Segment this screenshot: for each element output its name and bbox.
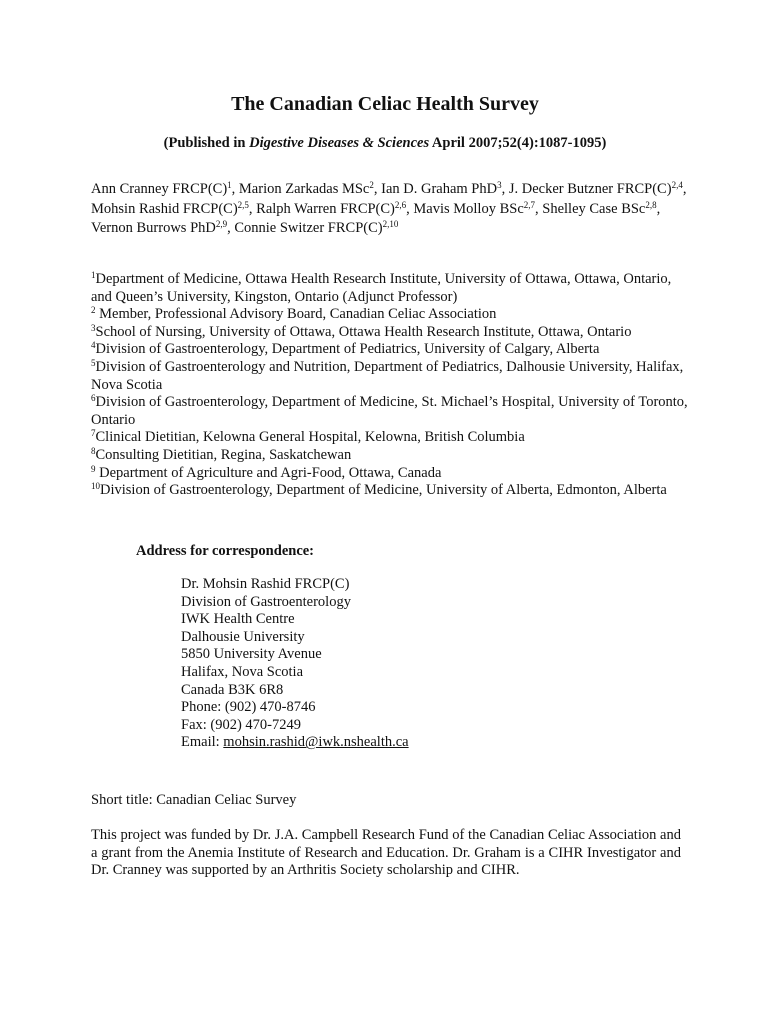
author: Mohsin Rashid FRCP(C) bbox=[91, 200, 238, 217]
address-line: Dr. Mohsin Rashid FRCP(C) bbox=[181, 576, 350, 592]
affiliation-number: 3 bbox=[91, 322, 96, 333]
journal-name: Digestive Diseases & Sciences bbox=[249, 135, 430, 151]
affiliation-text: Department of Medicine, Ottawa Health Research Institute, University of Ottawa, Ottawa, Ontario, and Queen’s University, Kingston, Ontario (Adjunct Professor) bbox=[91, 271, 672, 305]
affiliation-number: 2 bbox=[91, 305, 96, 316]
affiliation-text: School of Nursing, University of Ottawa, Ottawa Health Research Institute, Ottawa, Ontario bbox=[95, 323, 632, 340]
author-list bbox=[91, 180, 691, 239]
affiliation-item bbox=[91, 324, 691, 342]
affiliation-item bbox=[91, 482, 691, 500]
author: Vernon Burrows PhD bbox=[91, 220, 216, 236]
affiliation-item bbox=[91, 341, 691, 359]
address-line: Phone: (902) 470-8746 bbox=[181, 699, 316, 716]
author-affiliation-marker: 2,7 bbox=[523, 199, 536, 210]
affiliation-text: Division of Gastroenterology and Nutrition, Department of Pediatrics, Dalhousie University, Halifax, Nova Scotia bbox=[91, 358, 684, 393]
affiliation-number: 8 bbox=[91, 445, 96, 456]
author-affiliation-marker: 2,9 bbox=[215, 219, 228, 229]
affiliation-number: 9 bbox=[91, 463, 96, 474]
author: Shelley Case BSc bbox=[542, 200, 646, 217]
address-line: 5850 University Avenue bbox=[181, 646, 322, 663]
affiliation-number: 7 bbox=[91, 428, 96, 439]
author-affiliation-marker: 2,6 bbox=[394, 199, 407, 210]
author-affiliation-marker: 2,10 bbox=[382, 219, 399, 229]
correspondence-address bbox=[181, 576, 409, 752]
author-separator: , bbox=[656, 200, 661, 217]
short-title: Short title: Canadian Celiac Survey bbox=[91, 792, 297, 808]
affiliation-item bbox=[91, 306, 691, 324]
email-line bbox=[181, 734, 409, 752]
author: Mavis Molloy BSc bbox=[413, 200, 524, 217]
address-line: IWK Health Centre bbox=[181, 611, 295, 628]
author-separator: , bbox=[535, 200, 543, 217]
affiliation-number: 4 bbox=[91, 340, 96, 351]
affiliation-item bbox=[91, 359, 691, 394]
affiliation-text: Division of Gastroenterology, Department of Medicine, St. Michael’s Hospital, University of Toronto, Ontario bbox=[91, 394, 688, 428]
author-separator: , bbox=[227, 220, 235, 236]
author-separator: , bbox=[406, 200, 414, 217]
author-separator: , bbox=[248, 200, 257, 217]
funding-statement: This project was funded by Dr. J.A. Campbell Research Fund of the Canadian Celiac Association and a grant from the Anemia Institute of Research and Education. Dr. Graham is a CIHR Investigator and Dr. Cranney was supported by an Arthritis Society scholarship and CIHR. bbox=[91, 827, 681, 879]
affiliation-item bbox=[91, 429, 691, 447]
correspondence-heading: Address for correspondence: bbox=[136, 543, 315, 559]
affiliation-number: 6 bbox=[91, 393, 96, 404]
affiliation-item bbox=[91, 394, 691, 429]
address-line: Dalhousie University bbox=[181, 628, 305, 645]
author-affiliation-marker: 1 bbox=[227, 180, 232, 190]
affiliation-item bbox=[91, 465, 691, 483]
affiliation-number: 5 bbox=[91, 357, 96, 368]
affiliation-number: 10 bbox=[91, 481, 100, 492]
author-affiliation-marker: 2,8 bbox=[645, 199, 657, 210]
author-separator: , bbox=[501, 181, 509, 197]
author: Connie Switzer FRCP(C) bbox=[234, 220, 383, 236]
author: Marion Zarkadas MSc bbox=[238, 181, 370, 197]
author-affiliation-marker: 2,4 bbox=[671, 180, 683, 190]
author: Ian D. Graham PhD bbox=[381, 181, 498, 197]
affiliation-text: Division of Gastroenterology, Department of Medicine, University of Alberta, Edmonton, Alberta bbox=[100, 482, 667, 499]
address-line: Canada B3K 6R8 bbox=[181, 681, 284, 698]
author-affiliation-marker: 2,5 bbox=[237, 199, 249, 210]
email-label: Email: bbox=[181, 734, 224, 751]
affiliation-text: Clinical Dietitian, Kelowna General Hospital, Kelowna, British Columbia bbox=[95, 429, 525, 446]
affiliation-item bbox=[91, 447, 691, 465]
paper-title: The Canadian Celiac Health Survey bbox=[231, 93, 539, 115]
email-link[interactable]: mohsin.rashid@iwk.nshealth.ca bbox=[223, 734, 409, 751]
affiliation-text: Department of Agriculture and Agri-Food, Ottawa, Canada bbox=[95, 464, 442, 481]
affiliation-number: 1 bbox=[91, 270, 96, 280]
author-separator: , bbox=[682, 181, 687, 197]
address-line: Fax: (902) 470-7249 bbox=[181, 716, 302, 733]
affiliation-text: Member, Professional Advisory Board, Canadian Celiac Association bbox=[95, 306, 497, 323]
affiliation-text: Consulting Dietitian, Regina, Saskatchewan bbox=[95, 446, 352, 463]
author: Ann Cranney FRCP(C) bbox=[91, 181, 228, 197]
author-affiliation-marker: 2 bbox=[369, 180, 374, 190]
author-separator: , bbox=[231, 181, 239, 197]
author-separator: , bbox=[373, 181, 382, 197]
affiliation-list bbox=[91, 271, 691, 500]
address-line: Division of Gastroenterology bbox=[181, 593, 351, 610]
publication-prefix: (Published in bbox=[163, 135, 250, 151]
affiliation-item bbox=[91, 271, 691, 306]
author-affiliation-marker: 3 bbox=[497, 180, 502, 190]
address-line: Halifax, Nova Scotia bbox=[181, 663, 304, 680]
publication-suffix: April 2007;52(4):1087-1095) bbox=[429, 135, 607, 151]
address-lines bbox=[181, 576, 409, 734]
publication-line bbox=[0, 135, 770, 152]
author: Ralph Warren FRCP(C) bbox=[256, 200, 395, 217]
affiliation-text: Division of Gastroenterology, Department of Pediatrics, University of Calgary, Alberta bbox=[95, 341, 600, 358]
author: J. Decker Butzner FRCP(C) bbox=[508, 181, 672, 197]
